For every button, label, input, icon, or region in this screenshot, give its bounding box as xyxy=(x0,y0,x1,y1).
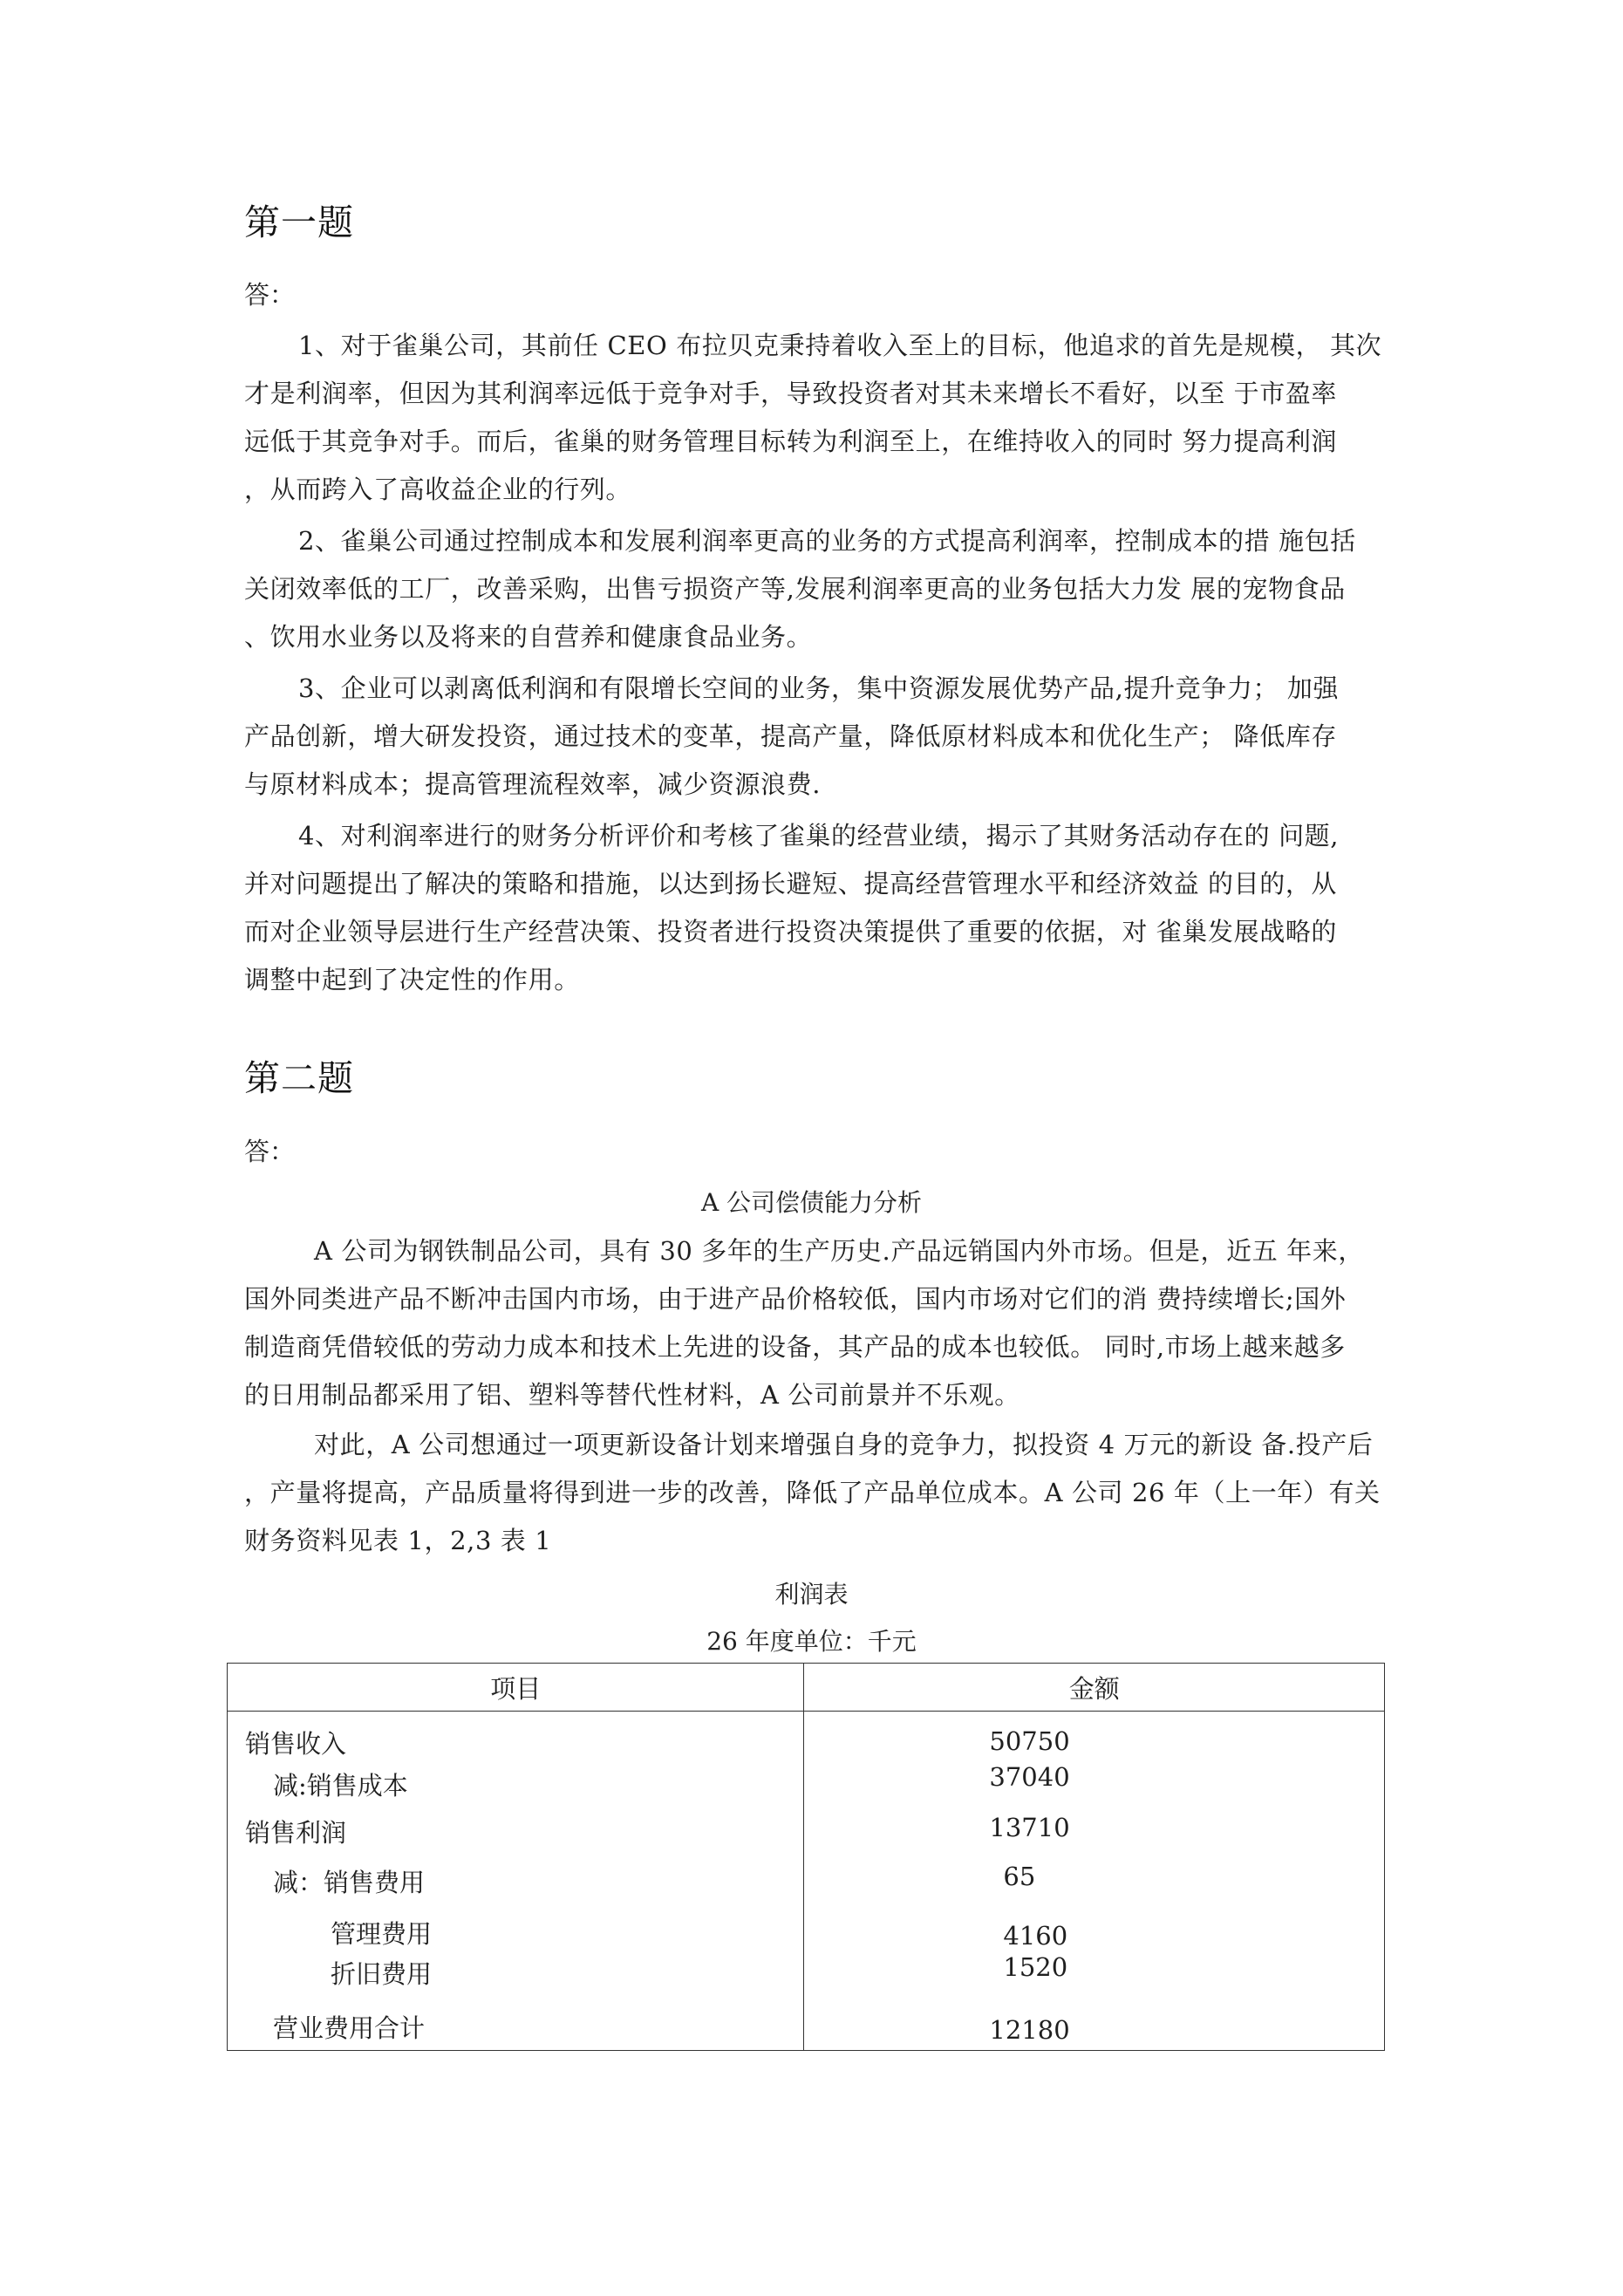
table-subtitle: 26 年度单位：千元 xyxy=(706,1627,917,1656)
row-amount: 1520 xyxy=(1003,1952,1068,1982)
section1-line: ，从而跨入了高收益企业的行列。 xyxy=(244,475,632,504)
column-header-item: 项目 xyxy=(228,1664,804,1712)
section1-heading: 第一题 xyxy=(244,202,354,243)
row-amount: 37040 xyxy=(989,1762,1070,1792)
section1-line: 远低于其竞争对手。而后，雀巢的财务管理目标转为利润至上，在维持收入的同时 努力提高利润 xyxy=(244,427,1338,456)
section1-line: 并对问题提出了解决的策略和措施，以达到扬长避短、提高经营管理水平和经济效益 的目的，从 xyxy=(244,869,1338,899)
analysis-title: A 公司偿债能力分析 xyxy=(700,1188,923,1217)
section2-heading: 第二题 xyxy=(244,1057,354,1099)
section1-line: 2、雀巢公司通过控制成本和发展利润率更高的业务的方式提高利润率，控制成本的措 施包括 xyxy=(298,526,1356,556)
section2-line: 对此，A 公司想通过一项更新设备计划来增强自身的竞争力，拟投资 4 万元的新设 备.投产后 xyxy=(314,1430,1374,1459)
row-item: 减：销售费用 xyxy=(273,1867,426,1897)
section2-line: 财务资料见表 1，2,3 表 1 xyxy=(244,1526,552,1555)
table-row xyxy=(228,1712,1385,1763)
table-row xyxy=(228,1806,1385,1856)
section1-line: 3、企业可以剥离低利润和有限增长空间的业务，集中资源发展优势产品,提升竞争力； 加强 xyxy=(298,673,1340,703)
table-header-row xyxy=(228,1664,1385,1712)
section1-line: 与原材料成本；提高管理流程效率，减少资源浪费. xyxy=(244,769,822,799)
row-item: 销售收入 xyxy=(245,1728,347,1759)
column-header-amount: 金额 xyxy=(804,1664,1385,1712)
table-row xyxy=(228,1905,1385,1951)
row-item: 销售利润 xyxy=(245,1817,347,1848)
section2-line: ，产量将提高，产品质量将得到进一步的改善，降低了产品单位成本。A 公司 26 年（上一年）有关 xyxy=(244,1478,1381,1507)
section2-line: 的日用制品都采用了铝、塑料等替代性材料，A 公司前景并不乐观。 xyxy=(244,1380,1020,1410)
section2-answer-label: 答： xyxy=(244,1137,296,1166)
section2-line: 制造商凭借较低的劳动力成本和技术上先进的设备，其产品的成本也较低。 同时,市场上越来越多 xyxy=(244,1332,1346,1362)
section1-line: 才是利润率，但因为其利润率远低于竞争对手，导致投资者对其未来增长不看好，以至 于市盈率 xyxy=(244,379,1338,408)
row-amount: 4160 xyxy=(1003,1921,1068,1951)
row-amount: 12180 xyxy=(989,2015,1070,2045)
section1-line: 而对企业领导层进行生产经营决策、投资者进行投资决策提供了重要的依据，对 雀巢发展战略的 xyxy=(244,917,1338,946)
section1-line: 产品创新，增大研发投资，通过技术的变革，提高产量，降低原材料成本和优化生产； 降低库存 xyxy=(244,721,1338,751)
table-title: 利润表 xyxy=(774,1580,849,1609)
table-row xyxy=(228,1762,1385,1806)
row-item: 营业费用合计 xyxy=(273,2013,426,2043)
income-statement-table xyxy=(227,1663,1385,2051)
section2-line: 国外同类进产品不断冲击国内市场，由于进产品价格较低，国内市场对它们的消 费持续增长;国外 xyxy=(244,1284,1347,1314)
section2-line: A 公司为钢铁制品公司，具有 30 多年的生产历史.产品远销国内外市场。但是，近五 年来， xyxy=(314,1236,1364,1266)
section1-line: 关闭效率低的工厂，改善采购，出售亏损资产等,发展利润率更高的业务包括大力发 展的宠物食品 xyxy=(244,574,1346,604)
table-row xyxy=(228,1994,1385,2051)
row-amount: 65 xyxy=(1003,1862,1036,1891)
table-row xyxy=(228,1951,1385,1994)
row-item: 折旧费用 xyxy=(331,1958,433,1989)
section1-line: 调整中起到了决定性的作用。 xyxy=(244,965,580,994)
row-item: 减:销售成本 xyxy=(273,1770,408,1801)
row-amount: 50750 xyxy=(989,1726,1070,1756)
section1-line: 1、对于雀巢公司，其前任 CEO 布拉贝克秉持着收入至上的目标，他追求的首先是规模， 其次 xyxy=(298,331,1382,360)
row-item: 管理费用 xyxy=(331,1919,433,1949)
section1-answer-label: 答： xyxy=(244,280,296,310)
table-row xyxy=(228,1856,1385,1905)
section1-line: 4、对利润率进行的财务分析评价和考核了雀巢的经营业绩，揭示了其财务活动存在的 问题, xyxy=(298,821,1340,851)
row-amount: 13710 xyxy=(989,1813,1070,1842)
section1-line: 、饮用水业务以及将来的自营养和健康食品业务。 xyxy=(244,622,813,652)
